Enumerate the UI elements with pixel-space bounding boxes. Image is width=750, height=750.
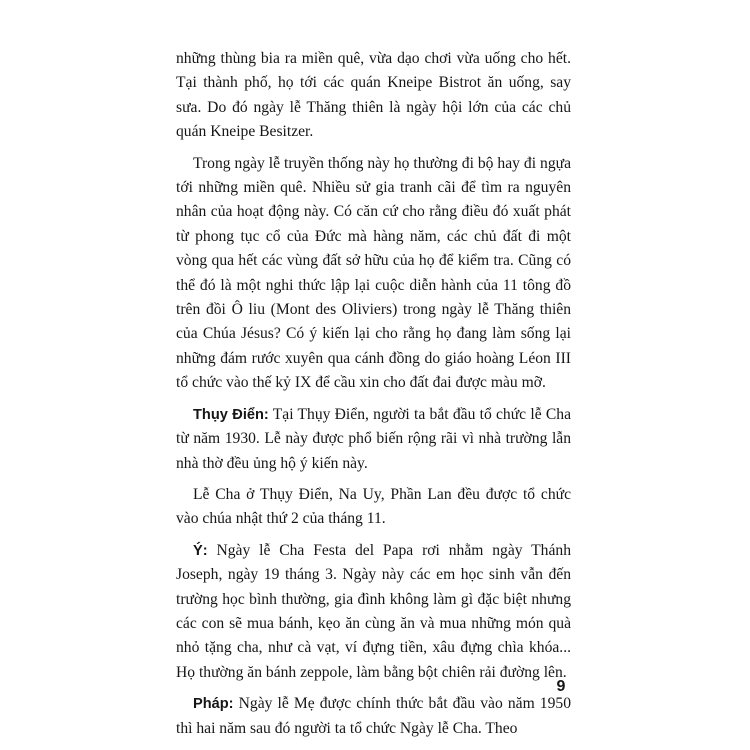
- paragraph-1: [176, 47, 571, 145]
- section-lead-italy: Ý:: [193, 542, 208, 559]
- body-text: [176, 47, 571, 748]
- paragraph-text: Trong ngày lễ truyền thống này họ thường đi bộ hay đi ngựa tới những miền quê. Nhiều sử gia tranh cãi để tìm ra nguyên nhân của hoạt động này. Có căn cứ cho rằng điều đó xuất phát từ phong tục cổ của Đức mà hàng năm, các chủ đất đi một vòng qua hết các vùng đất sở hữu của họ để kiểm tra. Cũng có thể đó là một nghi thức lập lại cuộc diễn hành của 11 tông đồ trên đồi Ô liu (Mont des Oliviers) trong ngày lễ Thăng thiên của Chúa Jésus? Có ý kiến lại cho rằng họ đang làm sống lại những đám rước xuyên qua cánh đồng do giáo hoàng Léon III tổ chức vào thế kỷ IX để cầu xin cho đất đai được màu mỡ.: [176, 154, 571, 392]
- paragraph-text: những thùng bia ra miền quê, vừa dạo chơi vừa uống cho hết. Tại thành phố, họ tới các quán Kneipe Bistrot ăn uống, say sưa. Do đó ngày lễ Thăng thiên là ngày hội lớn của các chủ quán Kneipe Besitzer.: [176, 50, 571, 141]
- section-lead-sweden: Thụy Điển:: [193, 406, 269, 423]
- paragraph-sweden: [176, 403, 571, 476]
- paragraph-text: Ngày lễ Mẹ được chính thức bắt đầu vào năm 1950 thì hai năm sau đó người ta tổ chức Ngày lễ Cha. Theo: [176, 695, 571, 737]
- paragraph-4: [176, 483, 571, 532]
- paragraph-italy: [176, 539, 571, 685]
- paragraph-text: Tại Thụy Điển, người ta bắt đầu tổ chức lễ Cha từ năm 1930. Lễ này được phổ biến rộng rãi vì nhà trường lẫn nhà thờ đều ủng hộ ý kiến này.: [176, 405, 571, 472]
- paragraph-text: Ngày lễ Cha Festa del Papa rơi nhằm ngày Thánh Joseph, ngày 19 tháng 3. Ngày này các em học sinh vẫn đến trường học bình thường, gia đình không làm gì đặc biệt nhưng các con sẽ mua bánh, kẹo ăn cùng ăn và mua những món quà nhỏ tặng cha, như cà vạt, ví đựng tiền, xâu đựng chìa khóa... Họ thường ăn bánh zeppole, làm bằng bột chiên rải đường lên.: [176, 541, 571, 681]
- page-number: 9: [556, 678, 566, 695]
- paragraph-france: [176, 692, 571, 741]
- paragraph-2: [176, 152, 571, 396]
- section-lead-france: Pháp:: [193, 696, 234, 713]
- paragraph-text: Lễ Cha ở Thụy Điển, Na Uy, Phần Lan đều được tổ chức vào chúa nhật thứ 2 của tháng 11.: [176, 485, 571, 528]
